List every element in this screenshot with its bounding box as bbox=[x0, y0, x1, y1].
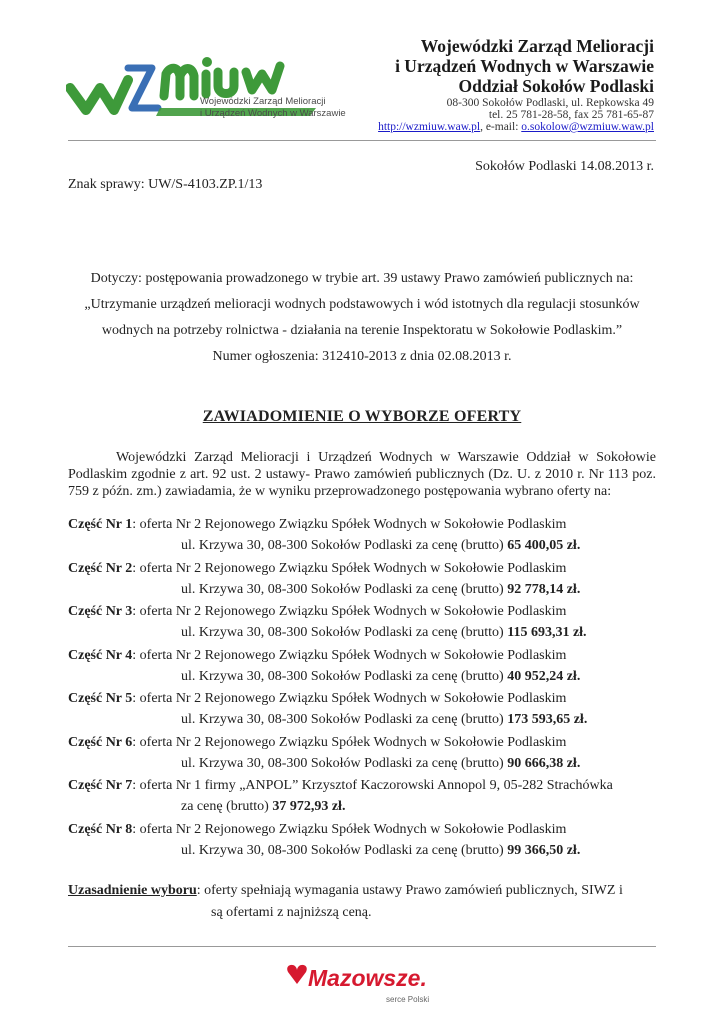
offer-part-price: 90 666,38 zł. bbox=[507, 755, 581, 771]
offer-part-address: ul. Krzywa 30, 08-300 Sokołów Podlaski za cenę (brutto) bbox=[181, 668, 508, 684]
offer-part-line2 bbox=[181, 798, 345, 816]
email-label: , e-mail: bbox=[480, 121, 522, 133]
offer-part-address: ul. Krzywa 30, 08-300 Sokołów Podlaski za cenę (brutto) bbox=[181, 842, 508, 858]
subject-line3: wodnych na potrzeby rolnictwa - działania na terenie Inspektoratu w Sokołowie Podlaskim.” bbox=[101, 323, 623, 338]
subject-line2: „Utrzymanie urządzeń melioracji wodnych podstawowych i wód istotnych dla regulacji stosunków bbox=[84, 297, 640, 312]
header-contact-line bbox=[378, 120, 654, 134]
offer-part-price: 173 593,65 zł. bbox=[507, 712, 588, 727]
header-title-line1: Wojewódzki Zarząd Melioracji bbox=[420, 36, 654, 56]
offer-part-address: ul. Krzywa 30, 08-300 Sokołów Podlaski za cenę (brutto) bbox=[181, 538, 508, 553]
mazowsze-brand-text: Mazowsze. bbox=[308, 965, 427, 991]
offer-part-description: : oferta Nr 2 Rejonowego Związku Spółek Wodnych w Sokołowie Podlaskim bbox=[132, 647, 567, 663]
justification-label: Uzasadnienie wyboru bbox=[68, 883, 197, 898]
offer-part-address: ul. Krzywa 30, 08-300 Sokołów Podlaski za cenę (brutto) bbox=[181, 625, 508, 640]
header-divider bbox=[68, 140, 656, 141]
offer-part-line1 bbox=[68, 647, 566, 665]
offer-part-description: : oferta Nr 1 firmy „ANPOL” Krzysztof Kaczorowski Annopol 9, 05-282 Strachówka bbox=[132, 778, 613, 793]
offer-part-line2 bbox=[181, 711, 587, 729]
document-heading: ZAWIADOMIENIE O WYBORZE OFERTY bbox=[202, 408, 522, 425]
offer-part-line1 bbox=[68, 603, 566, 621]
offer-part-label: Część Nr 5 bbox=[68, 691, 133, 706]
intro-paragraph: Wojewódzki Zarząd Melioracji i Urządzeń Wodnych w Warszawie Oddział w Sokołowie Podlaskim zgodnie z art. 92 ust. 2 ustawy- Prawo zamówień publicznych (Dz. U. z 2010 r. Nr 113 poz. 759 z późn. zm.) zawiadamia, że w wyniku przeprowadzonego postępowania wybrano oferty na: bbox=[68, 450, 656, 499]
justification-text1: : oferty spełniają wymagania ustawy Prawo zamówień publicznych, SIWZ i bbox=[196, 883, 623, 898]
logo-caption-line2: i Urządzeń Wodnych w Warszawie bbox=[200, 108, 346, 119]
offer-part-address: ul. Krzywa 30, 08-300 Sokołów Podlaski za cenę (brutto) bbox=[181, 712, 508, 727]
header-title-line3: Oddział Sokołów Podlaski bbox=[458, 76, 654, 96]
offer-part-description: : oferta Nr 2 Rejonowego Związku Spółek Wodnych w Sokołowie Podlaskim bbox=[132, 517, 567, 532]
offer-part-line2 bbox=[181, 668, 580, 686]
offer-part-description: : oferta Nr 2 Rejonowego Związku Spółek Wodnych w Sokołowie Podlaskim bbox=[132, 821, 567, 837]
offer-part-line2 bbox=[181, 581, 580, 599]
offer-part-label: Część Nr 4 bbox=[68, 647, 133, 663]
place-date: Sokołów Podlaski 14.08.2013 r. bbox=[475, 159, 654, 174]
offer-part-label: Część Nr 2 bbox=[68, 560, 133, 576]
logo-caption-line1: Wojewódzki Zarząd Melioracji bbox=[200, 96, 326, 107]
offer-part-line2 bbox=[181, 624, 587, 642]
footer-divider bbox=[68, 946, 656, 947]
offer-part-label: Część Nr 3 bbox=[68, 604, 133, 619]
offer-part-price: 37 972,93 zł. bbox=[272, 799, 346, 814]
offer-part-line1 bbox=[68, 821, 566, 839]
offer-part-line1 bbox=[68, 690, 566, 708]
offer-part-description: : oferta Nr 2 Rejonowego Związku Spółek Wodnych w Sokołowie Podlaskim bbox=[132, 560, 567, 576]
wzmiuw-logo bbox=[66, 52, 346, 126]
offer-part-address: ul. Krzywa 30, 08-300 Sokołów Podlaski za cenę (brutto) bbox=[181, 581, 508, 597]
offer-part-line1 bbox=[68, 734, 566, 752]
offer-part-label: Część Nr 1 bbox=[68, 517, 133, 532]
offer-part-price: 99 366,50 zł. bbox=[507, 842, 581, 858]
offer-part-price: 65 400,05 zł. bbox=[507, 538, 581, 553]
offer-part-line1 bbox=[68, 777, 613, 795]
offer-part-line2 bbox=[181, 537, 580, 555]
justification-line2: są ofertami z najniższą ceną. bbox=[211, 905, 372, 920]
offer-part-description: : oferta Nr 2 Rejonowego Związku Spółek Wodnych w Sokołowie Podlaskim bbox=[132, 734, 567, 750]
mazowsze-tagline: serce Polski bbox=[386, 995, 430, 1004]
email-link[interactable]: o.sokolow@wzmiuw.waw.pl bbox=[521, 121, 654, 133]
offer-part-label: Część Nr 7 bbox=[68, 778, 133, 793]
offer-part-line2 bbox=[181, 842, 580, 860]
offer-part-label: Część Nr 8 bbox=[68, 821, 133, 837]
offer-part-line1 bbox=[68, 560, 566, 578]
offer-part-line1 bbox=[68, 516, 566, 534]
offer-part-price: 40 952,24 zł. bbox=[507, 668, 581, 684]
offer-part-address: za cenę (brutto) bbox=[181, 799, 273, 814]
mazowsze-logo-icon bbox=[282, 962, 442, 1008]
subject-line1: Dotyczy: postępowania prowadzonego w trybie art. 39 ustawy Prawo zamówień publicznych na: bbox=[90, 271, 634, 286]
website-link[interactable]: http://wzmiuw.waw.pl bbox=[378, 121, 481, 133]
offer-part-label: Część Nr 6 bbox=[68, 734, 133, 750]
mazowsze-logo bbox=[282, 962, 442, 1008]
offer-part-line2 bbox=[181, 755, 580, 773]
header-address: 08-300 Sokołów Podlaski, ul. Repkowska 49 bbox=[446, 97, 654, 109]
offer-part-description: : oferta Nr 2 Rejonowego Związku Spółek Wodnych w Sokołowie Podlaskim bbox=[132, 691, 567, 706]
offer-part-address: ul. Krzywa 30, 08-300 Sokołów Podlaski za cenę (brutto) bbox=[181, 755, 508, 771]
offer-part-price: 115 693,31 zł. bbox=[507, 625, 587, 640]
case-reference: Znak sprawy: UW/S-4103.ZP.1/13 bbox=[68, 177, 263, 192]
offer-part-price: 92 778,14 zł. bbox=[507, 581, 581, 597]
justification-line1 bbox=[68, 882, 623, 900]
announcement-number: Numer ogłoszenia: 312410-2013 z dnia 02.08.2013 r. bbox=[212, 349, 512, 364]
offer-part-description: : oferta Nr 2 Rejonowego Związku Spółek Wodnych w Sokołowie Podlaskim bbox=[132, 604, 567, 619]
header-title-line2: i Urządzeń Wodnych w Warszawie bbox=[395, 56, 654, 76]
header-phone: tel. 25 781-28-58, fax 25 781-65-87 bbox=[488, 109, 654, 121]
